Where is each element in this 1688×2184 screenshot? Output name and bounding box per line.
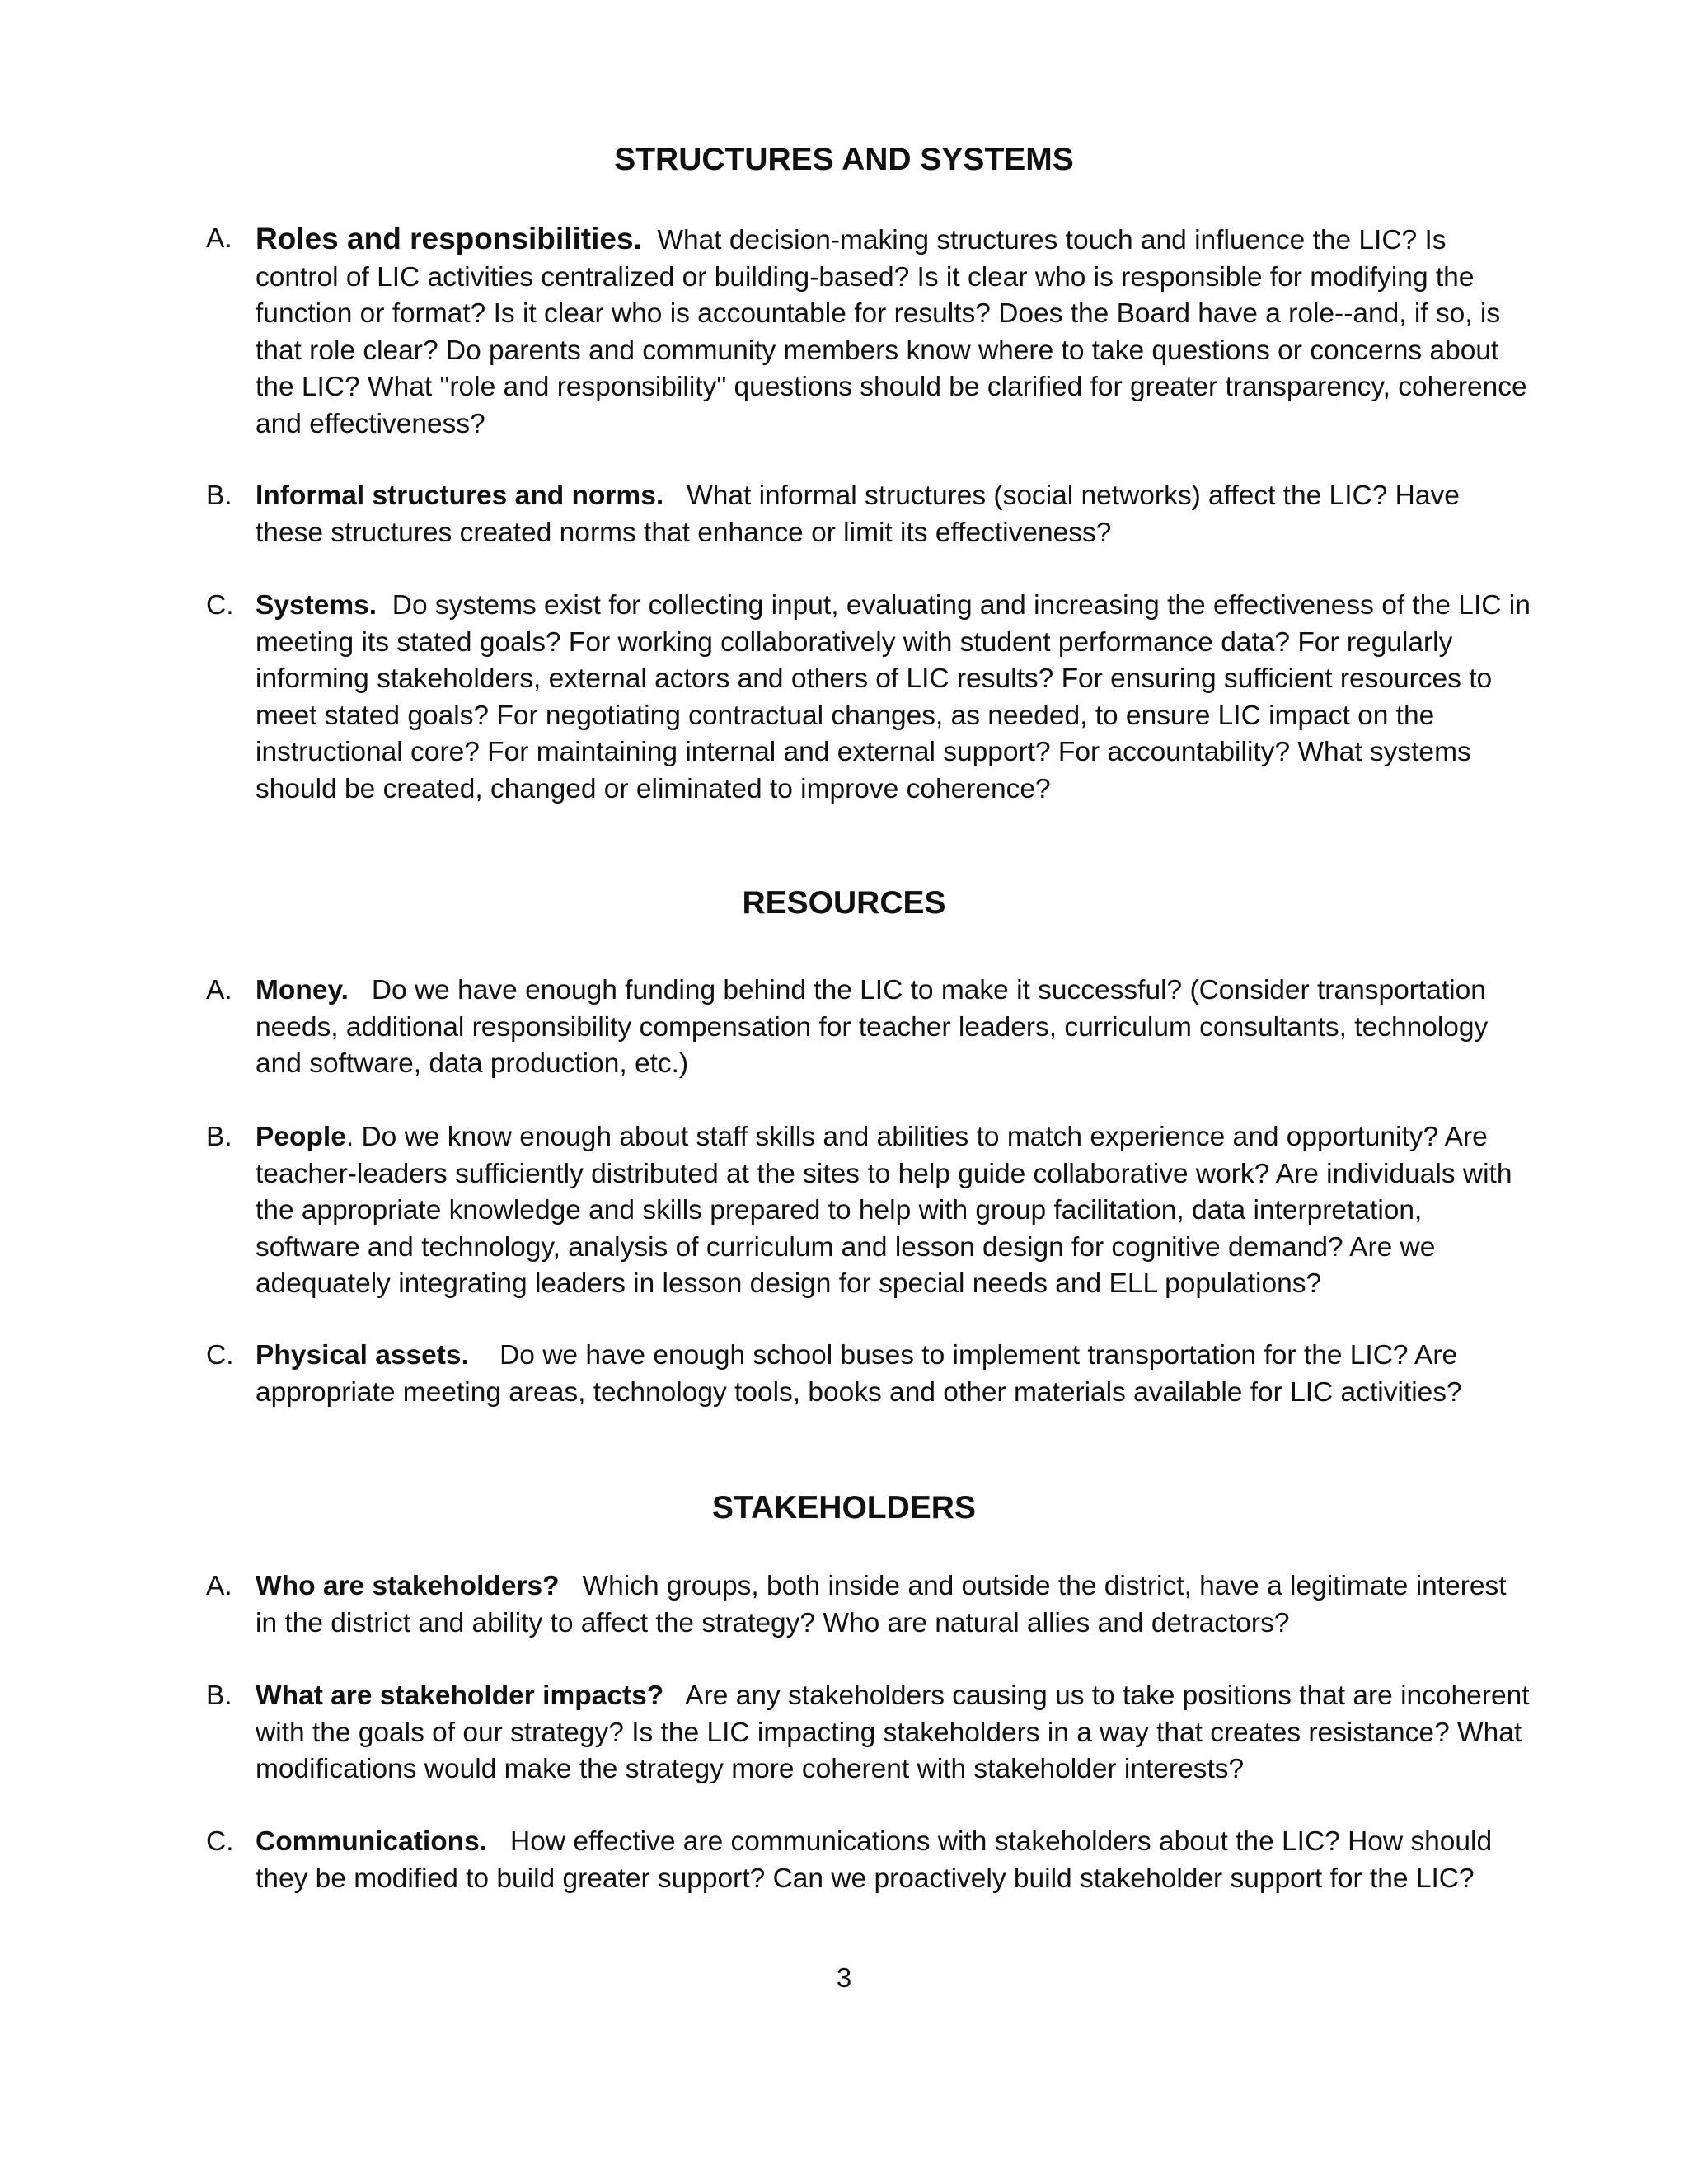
item-body: How effective are communications with stakeholders about the LIC? How should they be modified to build greater support? Can we proactively build stakeholder support for the LIC?	[256, 1826, 1493, 1894]
item-letter: B.	[206, 1122, 232, 1152]
item-text	[256, 1119, 1533, 1303]
item-letter: C.	[206, 590, 234, 621]
item-body: Do we have enough school buses to implement transportation for the LIC? Are appropriate meeting areas, technology tools, books and other materials available for LIC activities?	[256, 1340, 1462, 1408]
item-body: Are any stakeholders causing us to take positions that are incoherent with the goals of our strategy? Is the LIC impacting stakeholders in a way that creates resistance? What modifications would make the strategy more coherent with stakeholder interests?	[256, 1680, 1530, 1785]
page-number: 3	[836, 1962, 852, 1993]
item-text	[256, 972, 1533, 1083]
item-letter: A.	[206, 975, 232, 1005]
item-text	[256, 1568, 1533, 1642]
item-body: Do we have enough funding behind the LIC to make it successful? (Consider transportation needs, additional responsibility compensation for teacher leaders, curriculum consultants, technology and software, data production, etc.)	[256, 975, 1489, 1080]
item-heading: What are stakeholder impacts?	[256, 1680, 664, 1711]
item-text	[256, 1678, 1533, 1788]
item-heading: Roles and responsibilities.	[256, 222, 642, 255]
item-heading: Informal structures and norms.	[256, 480, 664, 511]
item-letter: C.	[206, 1340, 234, 1371]
item-body: Which groups, both inside and outside the district, have a legitimate interest in the district and ability to affect the strategy? Who are natural allies and detractors?	[256, 1571, 1507, 1638]
item-letter: A.	[206, 223, 232, 254]
item-heading: Systems.	[256, 590, 377, 621]
item-body: What decision-making structures touch and influence the LIC? Is control of LIC activities centralized or building-based? Is it clear who is responsible for modifying the function or format? Is it clear who is accountable for results? Does the Board have a role--and, if so, is that role clear? Do parents and community members know where to take questions or concerns about the LIC? What "role and responsibility" questions should be clarified for greater transparency, coherence and effectiveness?	[256, 225, 1527, 439]
item-text	[256, 221, 1533, 443]
item-letter: B.	[206, 1680, 232, 1711]
item-text	[256, 478, 1533, 551]
item-text	[256, 1824, 1533, 1897]
item-heading: Communications.	[256, 1826, 488, 1857]
item-heading: Physical assets.	[256, 1340, 469, 1371]
item-body: What informal structures (social networks) affect the LIC? Have these structures created norms that enhance or limit its effectiveness?	[256, 480, 1460, 548]
item-heading: Who are stakeholders?	[256, 1571, 560, 1601]
item-heading: People	[256, 1122, 346, 1152]
section-title-stakeholders: STAKEHOLDERS	[712, 1490, 976, 1526]
item-text	[256, 1338, 1533, 1411]
item-letter: C.	[206, 1826, 234, 1857]
item-letter: B.	[206, 480, 232, 511]
section-title-resources: RESOURCES	[742, 885, 946, 921]
item-text	[256, 588, 1533, 808]
item-heading: Money.	[256, 975, 349, 1005]
item-body: . Do we know enough about staff skills and abilities to match experience and opportunity? Are teacher-leaders sufficiently distributed at the sites to help guide collaborative work? Are individuals with the appropriate knowledge and skills prepared to help with group facilitation, data interpretation, software and technology, analysis of curriculum and lesson design for cognitive demand? Are we adequately integrating leaders in lesson design for special needs and ELL populations?	[256, 1122, 1512, 1300]
section-title-structures-and-systems: STRUCTURES AND SYSTEMS	[614, 142, 1074, 177]
item-body: Do systems exist for collecting input, evaluating and increasing the effectiveness of the LIC in meeting its stated goals? For working collaboratively with student performance data? For regularly informing stakeholders, external actors and others of LIC results? For ensuring sufficient resources to meet stated goals? For negotiating contractual changes, as needed, to ensure LIC impact on the instructional core? For maintaining internal and external support? For accountability? What systems should be created, changed or eliminated to improve coherence?	[256, 590, 1531, 804]
item-letter: A.	[206, 1571, 232, 1601]
